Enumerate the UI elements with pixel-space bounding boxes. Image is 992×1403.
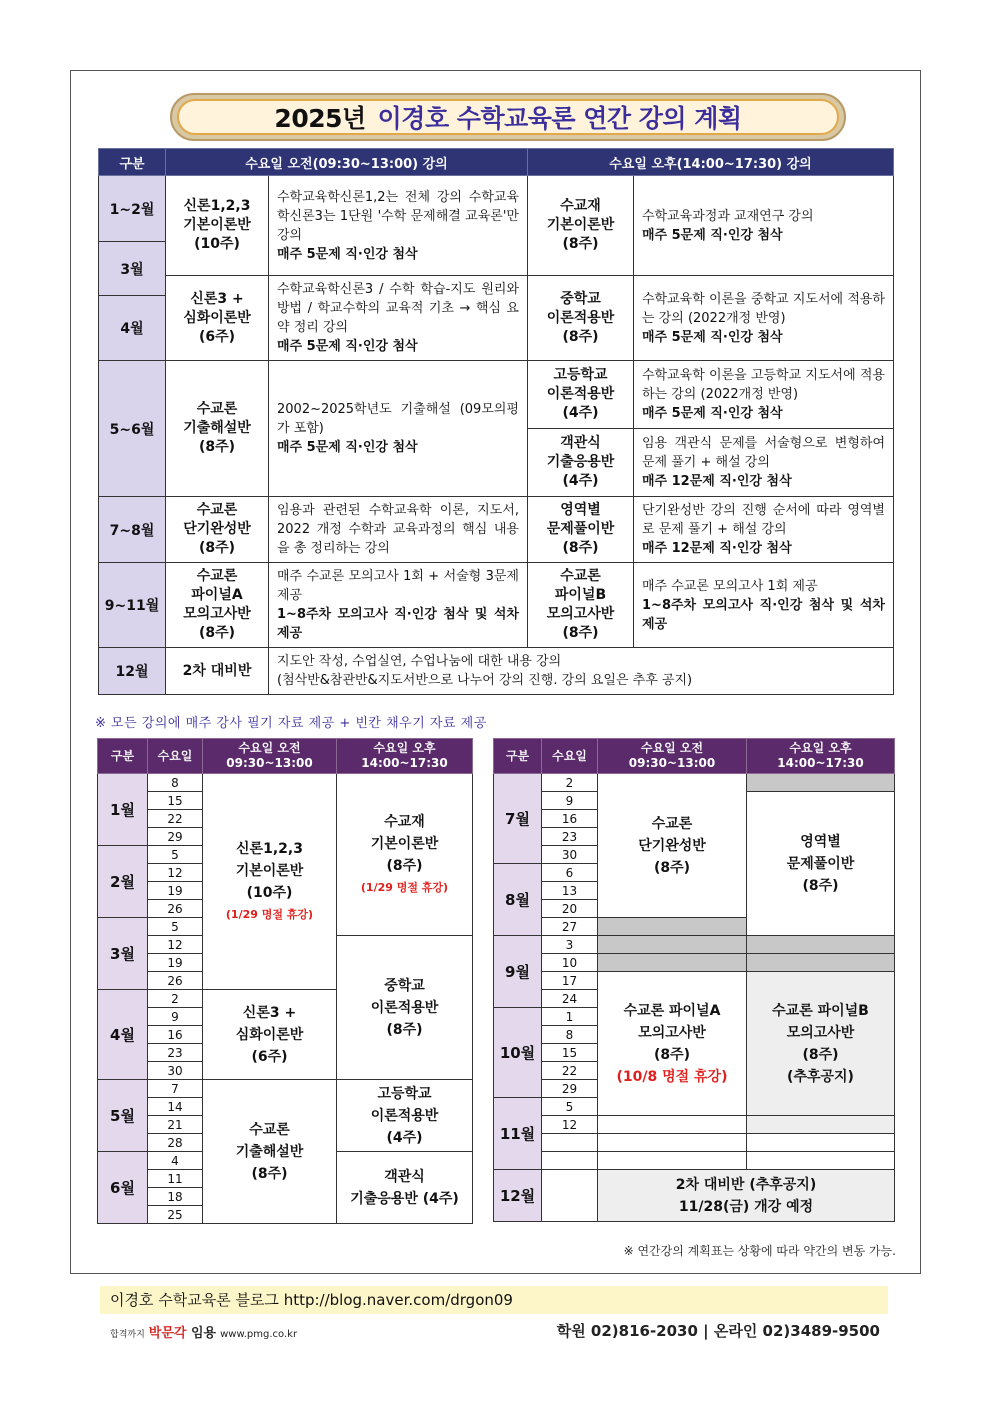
month-cell: 7월 xyxy=(494,774,542,864)
class-desc: 단기완성반 강의 진행 순서에 따라 영역별로 문제 풀기 + 해설 강의 매주 12문제 직·인강 첨삭 xyxy=(634,497,894,563)
date-cell: 6 xyxy=(542,864,598,882)
class-desc: 임용 객관식 문제를 서술형으로 변형하여 문제 풀기 + 해설 강의 매주 12문제 직·인강 첨삭 xyxy=(634,429,894,497)
empty-cell xyxy=(747,954,895,972)
class-desc: 임용과 관련된 수학교육학 이론, 지도서, 2022 개정 수학과 교육과정의 핵심 내용을 총 정리하는 강의 xyxy=(269,497,528,563)
date-cell: 20 xyxy=(542,900,598,918)
header-wed: 수요일 xyxy=(542,739,598,774)
publisher-logo: 합격까지 박문각 임용 www.pmg.co.kr xyxy=(110,1326,298,1341)
note-materials: ※ 모든 강의에 매주 강사 필기 자료 제공 + 빈칸 채우기 자료 제공 xyxy=(95,716,487,731)
header-gubun: 구분 xyxy=(494,739,542,774)
month-cell: 4월 xyxy=(98,990,148,1080)
month-cell: 5월 xyxy=(98,1080,148,1152)
date-cell: 22 xyxy=(542,1062,598,1080)
date-cell: 13 xyxy=(542,882,598,900)
class-name: 수교론 파이널B 모의고사반 (8주) xyxy=(528,563,634,648)
empty-cell xyxy=(598,1116,747,1134)
month-cell: 2월 xyxy=(98,846,148,918)
class-desc: 매주 수교론 모의고사 1회 + 서술형 3문제 제공 1~8주차 모의고사 직·인강 첨삭 및 석차 제공 xyxy=(269,563,528,648)
date-cell: 19 xyxy=(148,882,203,900)
date-cell: 23 xyxy=(542,828,598,846)
annual-plan-table xyxy=(98,148,894,695)
note-schedule-change: ※ 연간강의 계획표는 상황에 따라 약간의 변동 가능. xyxy=(623,1244,896,1258)
date-cell xyxy=(542,1152,598,1170)
empty-cell xyxy=(747,1134,895,1152)
am-class-block: 수교론 단기완성반 (8주) xyxy=(598,774,747,918)
date-cell xyxy=(542,1170,598,1222)
header-pm: 수요일 오후(14:00~17:30) 강의 xyxy=(528,149,894,176)
am-class-block: 수교론 파이널A 모의고사반 (8주) (10/8 명절 휴강) xyxy=(598,972,747,1116)
date-cell: 24 xyxy=(542,990,598,1008)
date-cell: 2 xyxy=(148,990,203,1008)
month-cell: 9~11월 xyxy=(99,563,166,648)
date-cell: 5 xyxy=(148,918,203,936)
class-desc: 2002~2025학년도 기출해설 (09모의평가 포함) 매주 5문제 직·인강 첨삭 xyxy=(269,361,528,497)
date-cell: 4 xyxy=(148,1152,203,1170)
header-gubun: 구분 xyxy=(98,739,148,774)
empty-cell xyxy=(747,936,895,954)
am-class-block: 수교론 기출해설반 (8주) xyxy=(203,1080,337,1224)
class-name: 2차 대비반 xyxy=(166,648,269,695)
date-cell: 28 xyxy=(148,1134,203,1152)
header-am: 수요일 오전(09:30~13:00) 강의 xyxy=(166,149,528,176)
title-main: 이경호 수학교육론 연간 강의 계획 xyxy=(377,104,742,133)
month-cell: 3월 xyxy=(99,242,166,296)
class-desc: 수학교육학 이론을 중학교 지도서에 적용하는 강의 (2022개정 반영) 매주 5문제 직·인강 첨삭 xyxy=(634,276,894,361)
date-cell: 10 xyxy=(542,954,598,972)
month-cell: 12월 xyxy=(494,1170,542,1222)
empty-cell xyxy=(598,954,747,972)
month-cell: 12월 xyxy=(99,648,166,695)
contact-info: 학원 02)816-2030 | 온라인 02)3489-9500 xyxy=(556,1322,880,1340)
month-cell: 11월 xyxy=(494,1098,542,1170)
date-cell: 18 xyxy=(148,1188,203,1206)
schedule-jul-dec xyxy=(493,738,895,1222)
am-class-block: 신론3 + 심화이론반 (6주) xyxy=(203,990,337,1080)
empty-cell xyxy=(598,1134,747,1152)
blog-link[interactable]: 이경호 수학교육론 블로그 http://blog.naver.com/drgon09 xyxy=(100,1286,888,1314)
month-cell: 4월 xyxy=(99,296,166,361)
date-cell: 5 xyxy=(542,1098,598,1116)
date-cell: 27 xyxy=(542,918,598,936)
month-cell: 1~2월 xyxy=(99,176,166,242)
date-cell: 12 xyxy=(148,936,203,954)
empty-cell xyxy=(747,1116,895,1134)
date-cell: 8 xyxy=(542,1026,598,1044)
date-cell: 16 xyxy=(542,810,598,828)
class-name: 수교재 기본이론반 (8주) xyxy=(528,176,634,276)
date-cell: 9 xyxy=(542,792,598,810)
date-cell: 2 xyxy=(542,774,598,792)
date-cell: 15 xyxy=(542,1044,598,1062)
date-cell: 26 xyxy=(148,972,203,990)
empty-cell xyxy=(747,774,895,792)
pm-class-block: 수교재 기본이론반 (8주) (1/29 명절 휴강) xyxy=(337,774,473,936)
class-desc: 수학교육학신론3 / 수학 학습-지도 원리와 방법 / 학교수학의 교육적 기초 → 핵심 요약 정리 강의 매주 5문제 직·인강 첨삭 xyxy=(269,276,528,361)
date-cell: 15 xyxy=(148,792,203,810)
month-cell: 5~6월 xyxy=(99,361,166,497)
month-cell: 1월 xyxy=(98,774,148,846)
month-cell: 8월 xyxy=(494,864,542,936)
date-cell: 9 xyxy=(148,1008,203,1026)
pm-class-block: 중학교 이론적용반 (8주) xyxy=(337,936,473,1080)
header-gubun: 구분 xyxy=(99,149,166,176)
header-am: 수요일 오전 09:30~13:00 xyxy=(598,739,747,774)
date-cell: 1 xyxy=(542,1008,598,1026)
class-desc: 수학교육과정과 교재연구 강의 매주 5문제 직·인강 첨삭 xyxy=(634,176,894,276)
date-cell: 5 xyxy=(148,846,203,864)
month-cell: 9월 xyxy=(494,936,542,1008)
month-cell: 3월 xyxy=(98,918,148,990)
date-cell: 23 xyxy=(148,1044,203,1062)
class-name: 객관식 기출응용반 (4주) xyxy=(528,429,634,497)
header-am: 수요일 오전 09:30~13:00 xyxy=(203,739,337,774)
class-name: 고등학교 이론적용반 (4주) xyxy=(528,361,634,429)
date-cell: 11 xyxy=(148,1170,203,1188)
class-name: 수교론 단기완성반 (8주) xyxy=(166,497,269,563)
date-cell: 19 xyxy=(148,954,203,972)
schedule-jan-jun xyxy=(97,738,473,1224)
class-name: 신론1,2,3 기본이론반 (10주) xyxy=(166,176,269,276)
date-cell: 29 xyxy=(148,828,203,846)
empty-cell xyxy=(598,918,747,936)
date-cell: 29 xyxy=(542,1080,598,1098)
date-cell: 25 xyxy=(148,1206,203,1224)
empty-cell xyxy=(598,1152,747,1170)
date-cell: 14 xyxy=(148,1098,203,1116)
empty-cell xyxy=(747,1152,895,1170)
am-class-block: 신론1,2,3 기본이론반 (10주) (1/29 명절 휴강) xyxy=(203,774,337,990)
month-cell: 6월 xyxy=(98,1152,148,1224)
date-cell: 30 xyxy=(542,846,598,864)
class-name: 수교론 파이널A 모의고사반 (8주) xyxy=(166,563,269,648)
class-name: 영역별 문제풀이반 (8주) xyxy=(528,497,634,563)
dec-class-block: 2차 대비반 (추후공지) 11/28(금) 개강 예정 xyxy=(598,1170,895,1222)
date-cell: 7 xyxy=(148,1080,203,1098)
date-cell: 21 xyxy=(148,1116,203,1134)
date-cell: 26 xyxy=(148,900,203,918)
date-cell: 8 xyxy=(148,774,203,792)
date-cell: 12 xyxy=(542,1116,598,1134)
class-desc: 수학교육학 이론을 고등학교 지도서에 적용하는 강의 (2022개정 반영) 매주 5문제 직·인강 첨삭 xyxy=(634,361,894,429)
date-cell: 22 xyxy=(148,810,203,828)
date-cell: 30 xyxy=(148,1062,203,1080)
class-desc: 매주 수교론 모의고사 1회 제공 1~8주차 모의고사 직·인강 첨삭 및 석차 제공 xyxy=(634,563,894,648)
class-name: 중학교 이론적용반 (8주) xyxy=(528,276,634,361)
class-name: 수교론 기출해설반 (8주) xyxy=(166,361,269,497)
title-banner xyxy=(170,93,846,141)
class-desc: 수학교육학신론1,2는 전체 강의 수학교육학신론3는 1단원 '수학 문제해결 교육론'만 강의 매주 5문제 직·인강 첨삭 xyxy=(269,176,528,276)
month-cell: 10월 xyxy=(494,1008,542,1098)
header-pm: 수요일 오후 14:00~17:30 xyxy=(747,739,895,774)
class-name: 신론3 + 심화이론반 (6주) xyxy=(166,276,269,361)
header-pm: 수요일 오후 14:00~17:30 xyxy=(337,739,473,774)
date-cell xyxy=(542,1134,598,1152)
empty-cell xyxy=(598,936,747,954)
date-cell: 3 xyxy=(542,936,598,954)
header-wed: 수요일 xyxy=(148,739,203,774)
pm-class-block: 영역별 문제풀이반 (8주) xyxy=(747,792,895,936)
pm-class-block: 고등학교 이론적용반 (4주) xyxy=(337,1080,473,1152)
date-cell: 17 xyxy=(542,972,598,990)
class-desc: 지도안 작성, 수업실연, 수업나눔에 대한 내용 강의 (첨삭반&참관반&지도서반으로 나누어 강의 진행. 강의 요일은 추후 공지) xyxy=(269,648,894,695)
date-cell: 12 xyxy=(148,864,203,882)
pm-class-block: 객관식 기출응용반 (4주) xyxy=(337,1152,473,1224)
pm-class-block: 수교론 파이널B 모의고사반 (8주) (추후공지) xyxy=(747,972,895,1116)
title-year: 2025년 xyxy=(274,104,366,133)
month-cell: 7~8월 xyxy=(99,497,166,563)
date-cell: 16 xyxy=(148,1026,203,1044)
